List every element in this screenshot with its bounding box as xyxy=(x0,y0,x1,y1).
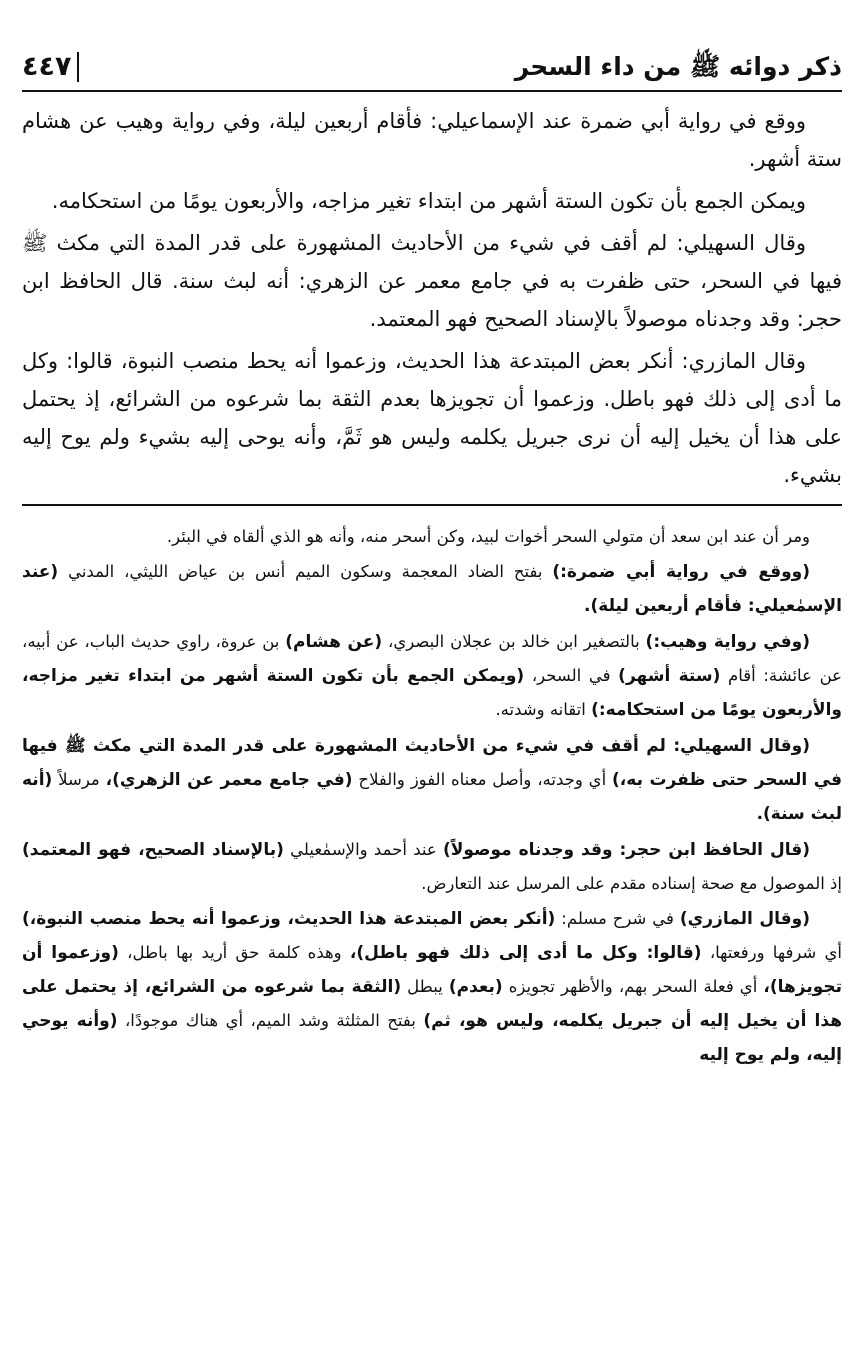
commentary-text: في السحر، xyxy=(524,666,619,685)
commentary-text: وهذه كلمة حق أريد بها باطل، xyxy=(118,943,350,962)
commentary-text: اتقانه وشدته. xyxy=(495,700,592,719)
commentary-text: أي فعلة السحر بهم، والأظهر تجويزه xyxy=(502,977,764,996)
commentary-text: عند أحمد والإسمٰعيلي xyxy=(283,840,443,859)
commentary-text: في شرح مسلم: xyxy=(555,909,680,928)
main-paragraph: وقال السهيلي: لم أقف في شيء من الأحاديث المشهورة على قدر المدة التي مكث ﷺ فيها في السحر، حتى ظفرت به في جامع معمر عن الزهري: أنه لبث سنة. قال الحافظ ابن حجر: وقد وجدناه موصولاً بالإسناد الصحيح فهو المعتمد. xyxy=(22,231,842,331)
commentary-paragraph xyxy=(22,520,842,553)
quoted-text: (بعدم) xyxy=(448,977,503,997)
quoted-text: (بالإسناد الصحيح، فهو المعتمد) xyxy=(22,840,284,860)
page-number: ٤٤٧ xyxy=(22,52,79,82)
commentary xyxy=(22,520,842,1072)
commentary-paragraph xyxy=(22,902,842,1072)
commentary-text: بفتح الضاد المعجمة وسكون الميم أنس بن عياض الليثي، المدني xyxy=(58,562,553,581)
quoted-text: (قالوا: وكل ما أدى إلى ذلك فهو باطل)، xyxy=(349,943,702,963)
footnote-divider xyxy=(22,504,842,506)
quoted-text: (وأنه يوحي إليه، ولم يوح إليه xyxy=(22,1011,842,1065)
commentary-paragraph xyxy=(22,729,842,831)
main-text xyxy=(22,102,842,494)
page-header xyxy=(22,30,842,92)
quoted-text: (وقال المازري) xyxy=(679,909,811,929)
quoted-text: (في جامع معمر عن الزهري)، xyxy=(105,770,353,790)
quoted-text: (عن هشام) xyxy=(285,632,383,652)
quoted-text: (ووقع في رواية أبي ضمرة:) xyxy=(552,562,810,582)
quoted-text: (قال الحافظ ابن حجر: وقد وجدناه موصولاً) xyxy=(442,840,810,860)
commentary-paragraph xyxy=(22,833,842,900)
commentary-text: إذ الموصول مع صحة إسناده مقدم على المرسل عند التعارض. xyxy=(421,874,842,893)
quoted-text: (عند الإسمٰعيلي: فأقام أربعين ليلة). xyxy=(22,562,842,616)
main-paragraph: ويمكن الجمع بأن تكون الستة أشهر من ابتداء تغير مزاجه، والأربعون يومًا من استحكامه. xyxy=(51,189,806,213)
commentary-text: بالتصغير ابن خالد بن عجلان البصري، xyxy=(382,632,646,651)
quoted-text: (الثقة بما شرعوه من الشرائع، إذ يحتمل على هذا أن يخيل إليه أن جبريل يكلمه، وليس هو، ثم) xyxy=(22,977,842,1031)
commentary-text: أي شرفها ورفعتها، xyxy=(701,943,843,962)
quoted-text: (ستة أشهر) xyxy=(618,666,721,686)
commentary-text: بن عروة، راوي حديث الباب، عن أبيه، عن عائشة: أقام xyxy=(22,632,842,685)
commentary-paragraph xyxy=(22,555,842,623)
running-title: ذكر دوائه ﷺ من داء السحر xyxy=(514,52,842,81)
quoted-text: (ويمكن الجمع بأن تكون الستة أشهر من ابتداء تغير مزاجه، والأربعون يومًا من استحكامه:) xyxy=(22,666,842,720)
quoted-text: (وقال السهيلي: لم أقف في شيء من الأحاديث المشهورة على قدر المدة التي مكث ﷺ فيها في السحر حتى ظفرت به،) xyxy=(22,736,843,790)
commentary-text: يبطل xyxy=(401,977,449,996)
commentary-text: بفتح المثلثة وشد الميم، أي هناك موجودًا، xyxy=(117,1011,424,1030)
quoted-text: (وزعموا أن تجويزها)، xyxy=(22,943,843,997)
quoted-text: (أنه لبث سنة). xyxy=(22,770,842,824)
commentary-text: ومر أن عند ابن سعد أن متولي السحر أخوات لبيد، وكن أسحر منه، وأنه هو الذي ألقاه في البئر. xyxy=(166,527,810,546)
commentary-text: مرسلاً xyxy=(52,770,106,789)
commentary-text: أي وجدته، وأصل معناه الفوز والفلاح xyxy=(352,770,613,789)
quoted-text: (أنكر بعض المبتدعة هذا الحديث، وزعموا أنه يحط منصب النبوة،) xyxy=(22,909,556,929)
main-paragraph: ووقع في رواية أبي ضمرة عند الإسماعيلي: فأقام أربعين ليلة، وفي رواية وهيب عن هشام ستة أشهر. xyxy=(22,109,842,171)
main-paragraph: وقال المازري: أنكر بعض المبتدعة هذا الحديث، وزعموا أنه يحط منصب النبوة، قالوا: وكل ما أدى إلى ذلك فهو باطل. وزعموا أن تجويزها بعدم الثقة بما شرعوه من الشرائع، إذ يحتمل على هذا أن يخيل إليه أن نرى جبريل يكلمه وليس هو ثَمَّ، وأنه يوحى إليه بشيء ولم يوح إليه بشيء. xyxy=(22,349,842,487)
commentary-paragraph xyxy=(22,625,842,727)
quoted-text: (وفي رواية وهيب:) xyxy=(645,632,810,652)
document-page xyxy=(22,30,842,1340)
